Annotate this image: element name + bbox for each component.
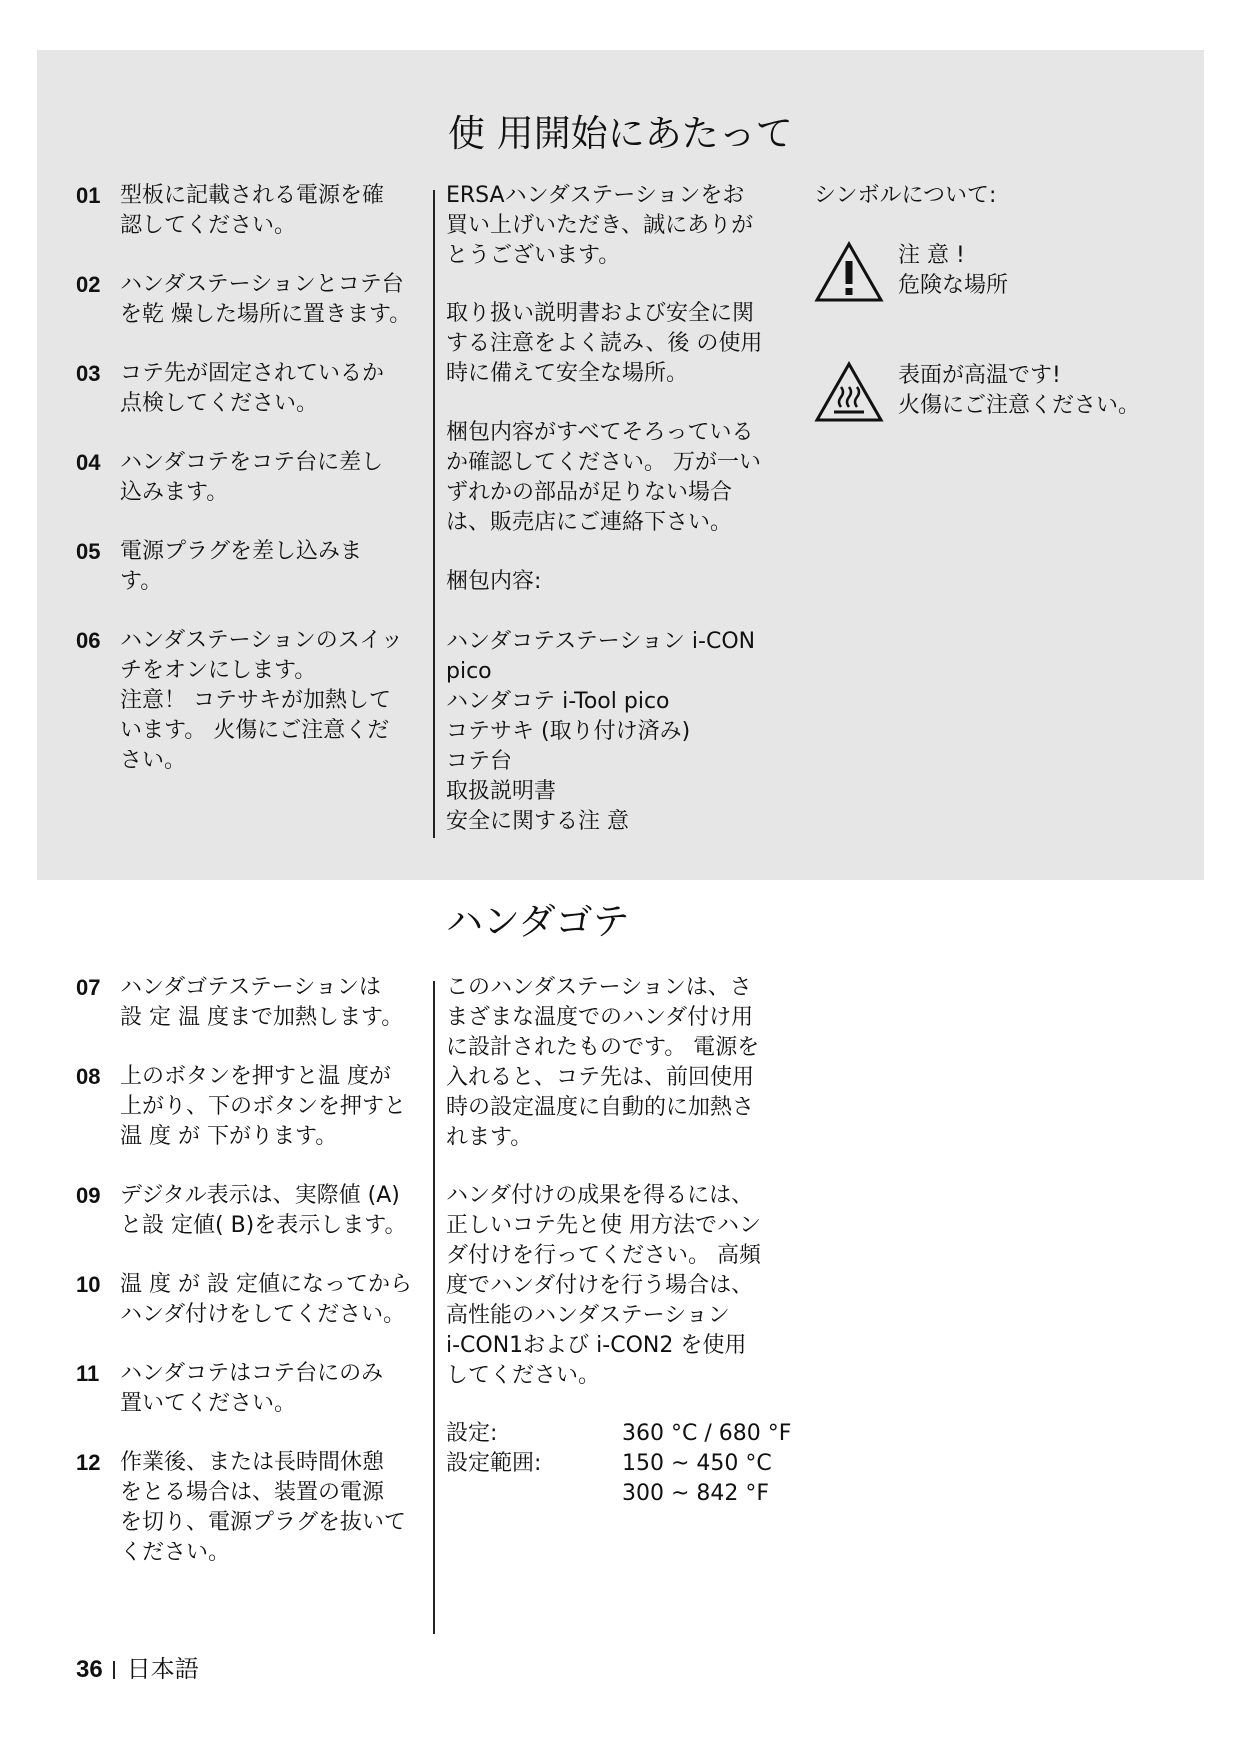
spec-label-setting: 設定:: [446, 1421, 498, 1446]
language-label: 日本語: [126, 1655, 199, 1683]
specs-table: [446, 1419, 806, 1519]
hot-surface-icon: [814, 361, 884, 432]
column-divider: [433, 190, 435, 838]
list-item: コテサキ (取り付け済み): [446, 719, 691, 744]
safety-paragraph: 取り扱い説明書および安全に関 する注意をよく読み、後 の使用 時に備えて安全な場所。: [446, 301, 763, 386]
page-footer: [76, 1654, 199, 1685]
description-column: [446, 973, 806, 1533]
list-item: pico: [446, 659, 492, 684]
list-item: ハンダコテステーション i-CON: [446, 629, 756, 654]
description-paragraph: このハンダステーションは、さ まざまな温度でのハンダ付け用 に設計されたものです。 電源を 入れると、コテ先は、前回使用 時の設定温度に自動的に加熱さ れます。: [446, 975, 760, 1150]
section-title-getting-started: 使 用開始にあたって: [448, 112, 793, 155]
step-number: 05: [76, 539, 101, 564]
step-number: 01: [76, 183, 101, 208]
contents-label: 梱包内容:: [446, 569, 542, 594]
steps-column-2: 07 ハンダゴテステーションは 設 定 温 度まで加熱します。 08 上のボタンを押すと温 度が 上がり、下のボタンを押すと 温 度 が 下がります。 09 デジタル表示は、実際値 (A) と設 定値( B)を表示します。 10 温 度 が 設 定値になってから ハンダ付けをしてください。 11 ハンダコテはコテ台にのみ 置いてください。 12 作業後、または長時間休憩 をとる場合は、装置の電源 を切り、電源プラグを抜いて ください。: [76, 975, 412, 1565]
step-number: 12: [76, 1450, 101, 1475]
contents-check-paragraph: 梱包内容がすべてそろっている か確認してください。 万が一い ずれかの部品が足りない場合 は、販売店にご連絡下さい。: [446, 420, 761, 535]
warning-triangle-icon: [814, 241, 884, 312]
list-item: コテ台: [446, 749, 513, 774]
step-number: 04: [76, 450, 101, 475]
step-number: 02: [76, 272, 101, 297]
greeting-paragraph: ERSAハンダステーションをお 買い上げいただき、誠にありが とうございます。: [446, 183, 754, 268]
column-divider: [433, 981, 435, 1634]
advice-paragraph: ハンダ付けの成果を得るには、 正しいコテ先と使 用方法でハン ダ付けを行ってください。 高頻 度でハンダ付けを行う場合は、 高性能のハンダステーション i-CON1および i-CON2 を使用 してください。: [446, 1183, 761, 1388]
spec-value-range-celsius: 150 ~ 450 °C: [622, 1451, 772, 1476]
symbols-heading: シンボルについて:: [814, 183, 997, 208]
section-title-soldering-iron: ハンダゴテ: [446, 900, 630, 943]
step-number: 07: [76, 975, 101, 1000]
step-number: 08: [76, 1064, 101, 1089]
spec-value-setting: 360 °C / 680 °F: [622, 1421, 792, 1446]
footer-separator: [113, 1661, 115, 1679]
list-item: ハンダコテ i-Tool pico: [446, 689, 670, 714]
spec-value-range-fahrenheit: 300 ~ 842 °F: [622, 1481, 770, 1506]
step-number: 06: [76, 628, 101, 653]
step-number: 09: [76, 1183, 101, 1208]
step-number: 10: [76, 1272, 101, 1297]
step-number: 11: [76, 1361, 100, 1386]
list-item: 安全に関する注 意: [446, 809, 629, 834]
steps-column-1: 01 型板に記載される電源を確 認してください。 02 ハンダステーションとコテ台 を乾 燥した場所に置きます。 03 コテ先が固定されているか 点検してください。 04 ハンダコテをコテ台に差し 込みます。 05 電源プラグを差し込みま す。 06 ハンダステーションのスイッ チをオンにします。 注意！ コテサキが加熱して います。 火傷にご注意くだ さい。: [76, 183, 412, 773]
spec-label-range: 設定範囲:: [446, 1451, 542, 1476]
contents-list: [446, 627, 806, 837]
list-item: 取扱説明書: [446, 779, 557, 804]
symbols-column: シンボルについて: 注 意 ! 危険な場所 表面が高温です! 火傷にご注意ください。: [814, 181, 1194, 441]
page-number: 36: [76, 1656, 103, 1683]
intro-text-column: [446, 181, 806, 841]
step-number: 03: [76, 361, 101, 386]
